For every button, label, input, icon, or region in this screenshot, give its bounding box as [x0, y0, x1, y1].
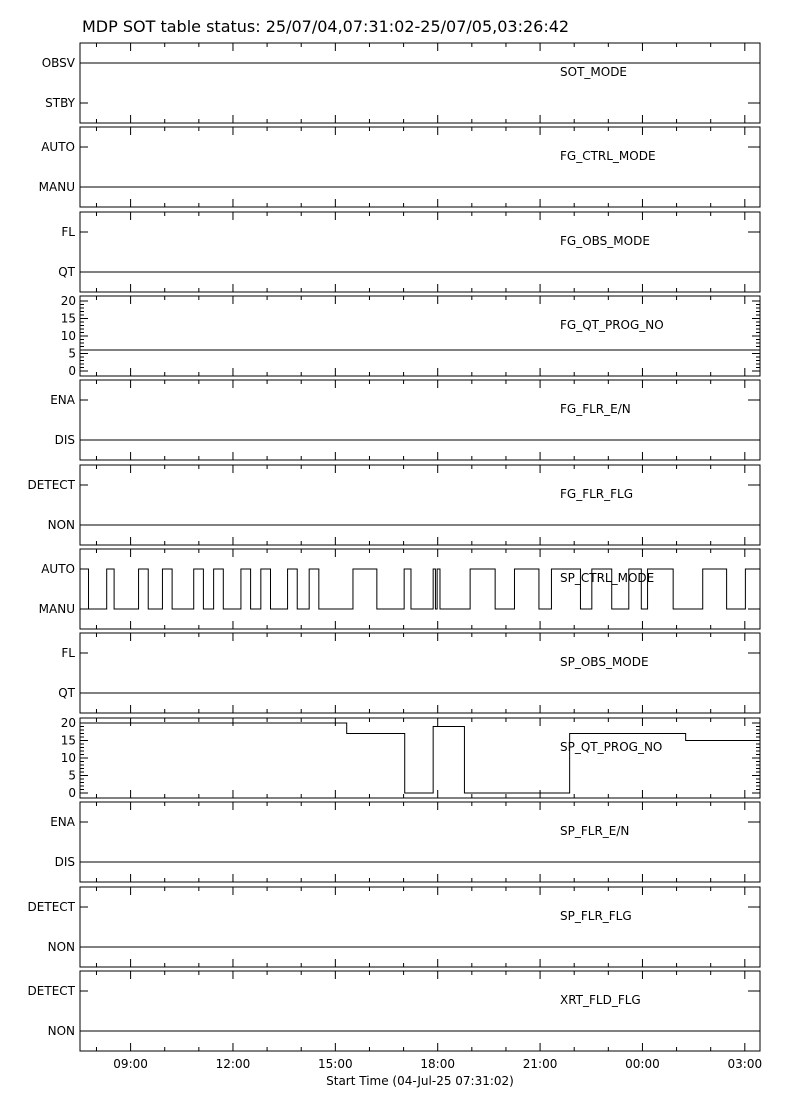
y-tick-label: NON [47, 940, 75, 954]
x-tick-label: 15:00 [318, 1057, 353, 1071]
x-tick-label: 12:00 [215, 1057, 251, 1071]
x-tick-label: 21:00 [522, 1057, 558, 1071]
y-tick-label: MANU [38, 602, 75, 616]
y-tick-label: 5 [68, 768, 76, 783]
panel [58, 633, 760, 713]
panel-title: SP_FLR_FLG [560, 909, 632, 923]
panel-title: FG_OBS_MODE [560, 234, 650, 248]
y-tick-label: FL [61, 225, 75, 239]
y-tick-label: 10 [60, 751, 76, 765]
panel-title: FG_QT_PROG_NO [560, 318, 664, 332]
y-tick-label: ENA [50, 815, 75, 829]
panel [39, 549, 760, 629]
y-tick-label: AUTO [41, 562, 75, 576]
panel-frame [80, 127, 760, 207]
panel-frame [80, 43, 760, 123]
panel [58, 212, 760, 292]
y-tick-label: NON [47, 518, 75, 532]
panel [28, 971, 760, 1051]
panel [50, 802, 760, 882]
y-tick-label: ENA [50, 393, 75, 407]
y-tick-label: OBSV [41, 56, 75, 70]
panel-title: SP_FLR_E/N [560, 824, 630, 838]
y-tick-label: DIS [54, 433, 75, 447]
y-tick-label: MANU [38, 180, 75, 194]
y-tick-label: 15 [60, 733, 76, 748]
panel [61, 716, 760, 800]
panel-frame [80, 549, 760, 629]
panel-title: FG_CTRL_MODE [560, 149, 656, 163]
y-tick-label: QT [58, 265, 75, 279]
y-tick-label: 15 [60, 311, 76, 326]
series-line [80, 569, 760, 609]
panel-frame [80, 380, 760, 460]
panel-frame [80, 971, 760, 1051]
panel-title: SP_QT_PROG_NO [560, 740, 663, 754]
y-tick-label: DETECT [27, 478, 75, 492]
panel-title: SP_CTRL_MODE [560, 571, 655, 585]
panel [28, 465, 760, 545]
panel-frame [80, 212, 760, 292]
y-tick-label: 0 [68, 786, 76, 800]
panel-frame [80, 802, 760, 882]
y-tick-label: QT [58, 686, 75, 700]
panel-title: XRT_FLD_FLG [560, 993, 641, 1007]
y-tick-label: 10 [60, 329, 76, 343]
y-tick-label: DETECT [27, 984, 75, 998]
panel [50, 380, 760, 460]
series-line [80, 723, 760, 793]
panel-title: FG_FLR_FLG [560, 487, 634, 501]
x-tick-label: 03:00 [727, 1057, 763, 1071]
panel [28, 887, 760, 967]
panel-frame [80, 887, 760, 967]
y-tick-label: AUTO [41, 140, 75, 154]
figure-title: MDP SOT table status: 25/07/04,07:31:02-25/07/05,03:26:42 [82, 17, 570, 36]
y-tick-label: DETECT [27, 900, 75, 914]
panel [42, 43, 760, 123]
panel-frame [80, 465, 760, 545]
x-tick-label: 18:00 [420, 1057, 456, 1071]
x-axis-title: Start Time (04-Jul-25 07:31:02) [326, 1074, 514, 1088]
panel-stack [28, 43, 763, 1071]
y-tick-label: DIS [54, 855, 75, 869]
y-tick-label: 20 [60, 294, 76, 308]
y-tick-label: 0 [68, 364, 76, 378]
y-tick-label: NON [47, 1024, 75, 1038]
panel-title: SOT_MODE [560, 65, 628, 79]
y-tick-label: 5 [68, 346, 76, 361]
x-tick-label: 00:00 [625, 1057, 660, 1071]
x-tick-label: 09:00 [113, 1057, 148, 1071]
panel-frame [80, 633, 760, 713]
panel-frame [80, 718, 760, 798]
panel-title: FG_FLR_E/N [560, 402, 631, 416]
y-tick-label: 20 [60, 716, 76, 730]
panel-title: SP_OBS_MODE [560, 655, 649, 669]
y-tick-label: STBY [45, 96, 75, 110]
y-tick-label: FL [61, 646, 75, 660]
panel [39, 127, 760, 207]
panel-frame [80, 296, 760, 376]
panel [61, 294, 760, 378]
